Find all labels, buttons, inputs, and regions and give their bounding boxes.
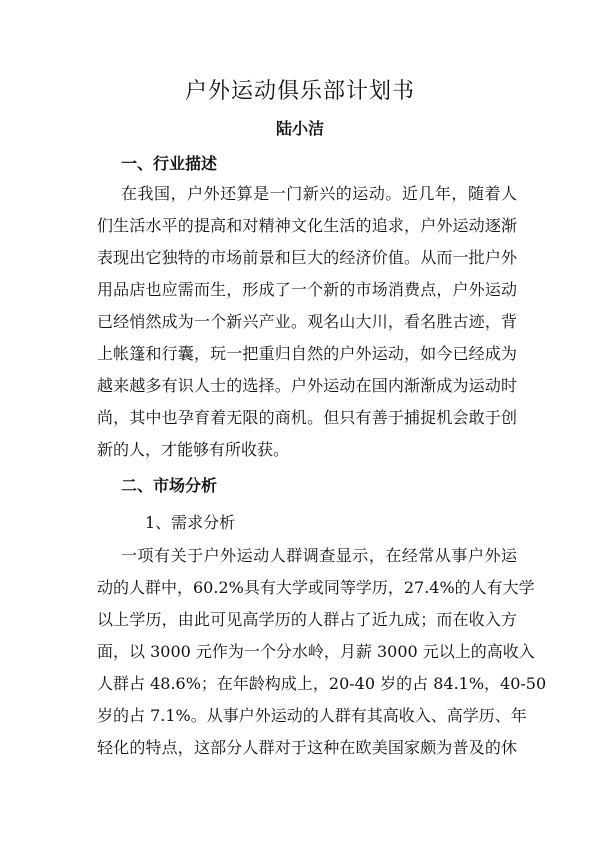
paragraph-line: 岁的占 7.1%。从事户外运动的人群有其高收入、高学历、年: [97, 706, 527, 725]
paragraph-line: 人群占 48.6%；在年龄构成上，20-40 岁的占 84.1%，40-50: [97, 674, 547, 693]
paragraph-line: 们生活水平的提高和对精神文化生活的追求，户外运动逐渐: [97, 216, 517, 235]
section-heading-industry: 一、行业描述: [121, 154, 218, 173]
paragraph-line: 轻化的特点，这部分人群对于这种在欧美国家颇为普及的休: [97, 738, 517, 757]
paragraph-line: 已经悄然成为一个新兴产业。观名山大川，看名胜古迹，背: [97, 312, 517, 331]
paragraph-line: 在我国，户外还算是一门新兴的运动。近几年，随着人: [121, 184, 517, 203]
section-heading-market: 二、市场分析: [121, 476, 218, 495]
paragraph-line: 一项有关于户外运动人群调查显示，在经常从事户外运: [121, 546, 517, 565]
subsection-heading-demand: 1、需求分析: [145, 513, 236, 532]
paragraph-line: 动的人群中，60.2%具有大学或同等学历，27.4%的人有大学: [97, 578, 535, 597]
paragraph-line: 新的人，才能够有所收获。: [97, 440, 290, 459]
paragraph-line: 用品店也应需而生，形成了一个新的市场消费点，户外运动: [97, 280, 517, 299]
paragraph-line: 表现出它独特的市场前景和巨大的经济价值。从而一批户外: [97, 248, 517, 267]
document-title: 户外运动俱乐部计划书: [184, 79, 415, 104]
paragraph-line: 面，以 3000 元作为一个分水岭，月薪 3000 元以上的高收入: [97, 642, 535, 661]
paragraph-line: 以上学历，由此可见高学历的人群占了近九成；而在收入方: [97, 610, 517, 629]
paragraph-line: 上帐篷和行囊，玩一把重归自然的户外运动，如今已经成为: [97, 344, 517, 363]
document-author: 陆小洁: [275, 119, 324, 138]
paragraph-line: 越来越多有识人士的选择。户外运动在国内渐渐成为运动时: [97, 376, 517, 395]
paragraph-line: 尚，其中也孕育着无限的商机。但只有善于捕捉机会敢于创: [97, 408, 517, 427]
